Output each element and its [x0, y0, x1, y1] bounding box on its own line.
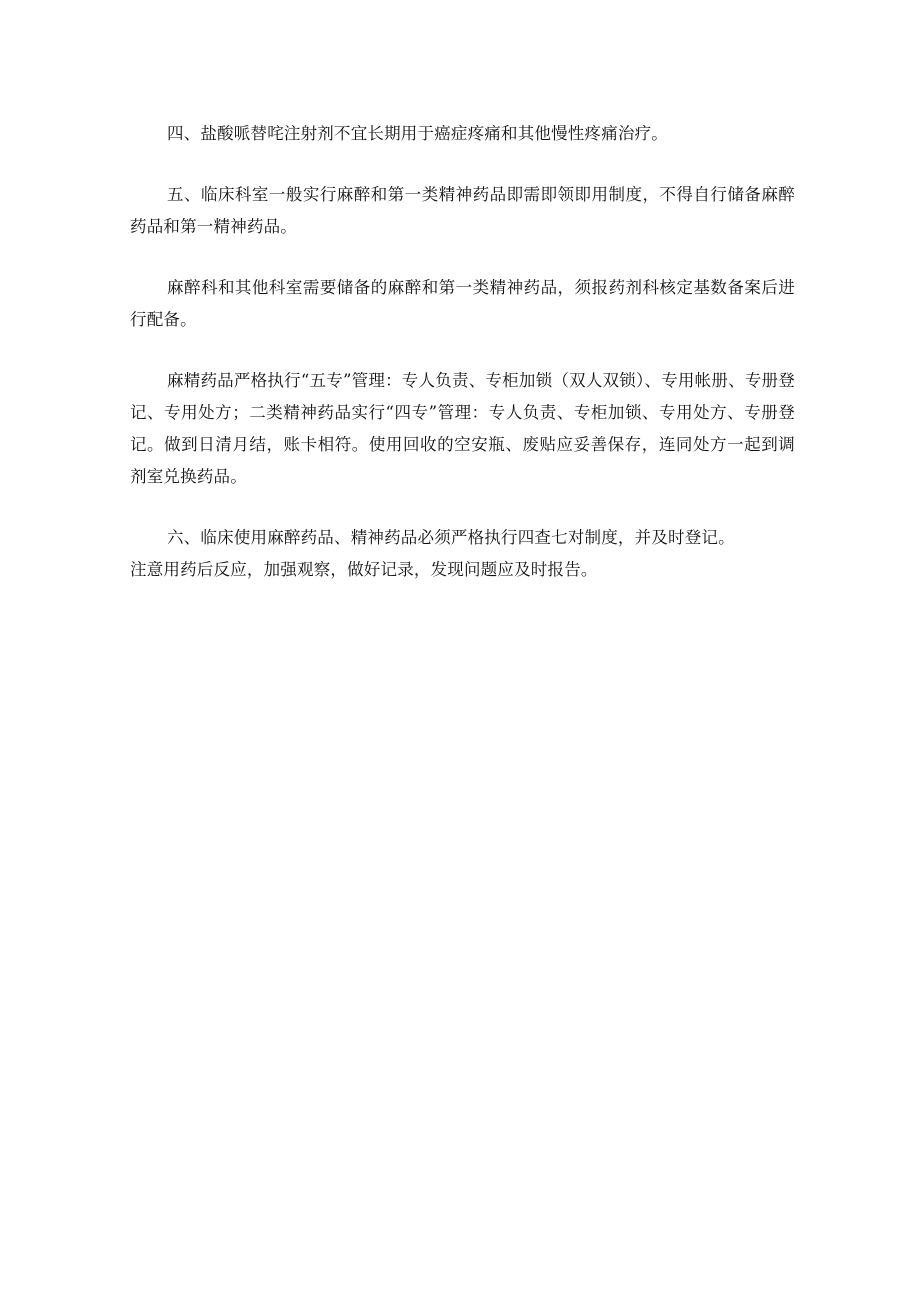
- paragraph-item-4: 四、盐酸哌替咤注射剂不宜长期用于癌症疼痛和其他慢性疼痛治疗。: [167, 124, 668, 143]
- paragraph-item-5: 五、临床科室一般实行麻醉和第一类精神药品即需即领即用制度，不得自行储备麻醉药品和第一精神药品。: [130, 185, 795, 236]
- document-body: [130, 118, 795, 586]
- paragraph-reserve-approval: 麻醉科和其他科室需要储备的麻醉和第一类精神药品，须报药剂科核定基数备案后进行配备。: [130, 278, 795, 329]
- paragraph-observation-note: 注意用药后反应，加强观察，做好记录，发现问题应及时报告。: [130, 560, 598, 579]
- paragraph-item-6: 六、临床使用麻醉药品、精神药品必须严格执行四查七对制度，并及时登记。: [167, 528, 735, 547]
- paragraph-five-special-management: 麻精药品严格执行“五专”管理：专人负责、专柜加锁（双人双锁）、专用帐册、专册登记、专用处方；二类精神药品实行“四专”管理：专人负责、专柜加锁、专用处方、专册登记。做到日清月结，账卡相符。使用回收的空安瓶、废贴应妥善保存，连同处方一起到调剂室兑换药品。: [130, 371, 795, 486]
